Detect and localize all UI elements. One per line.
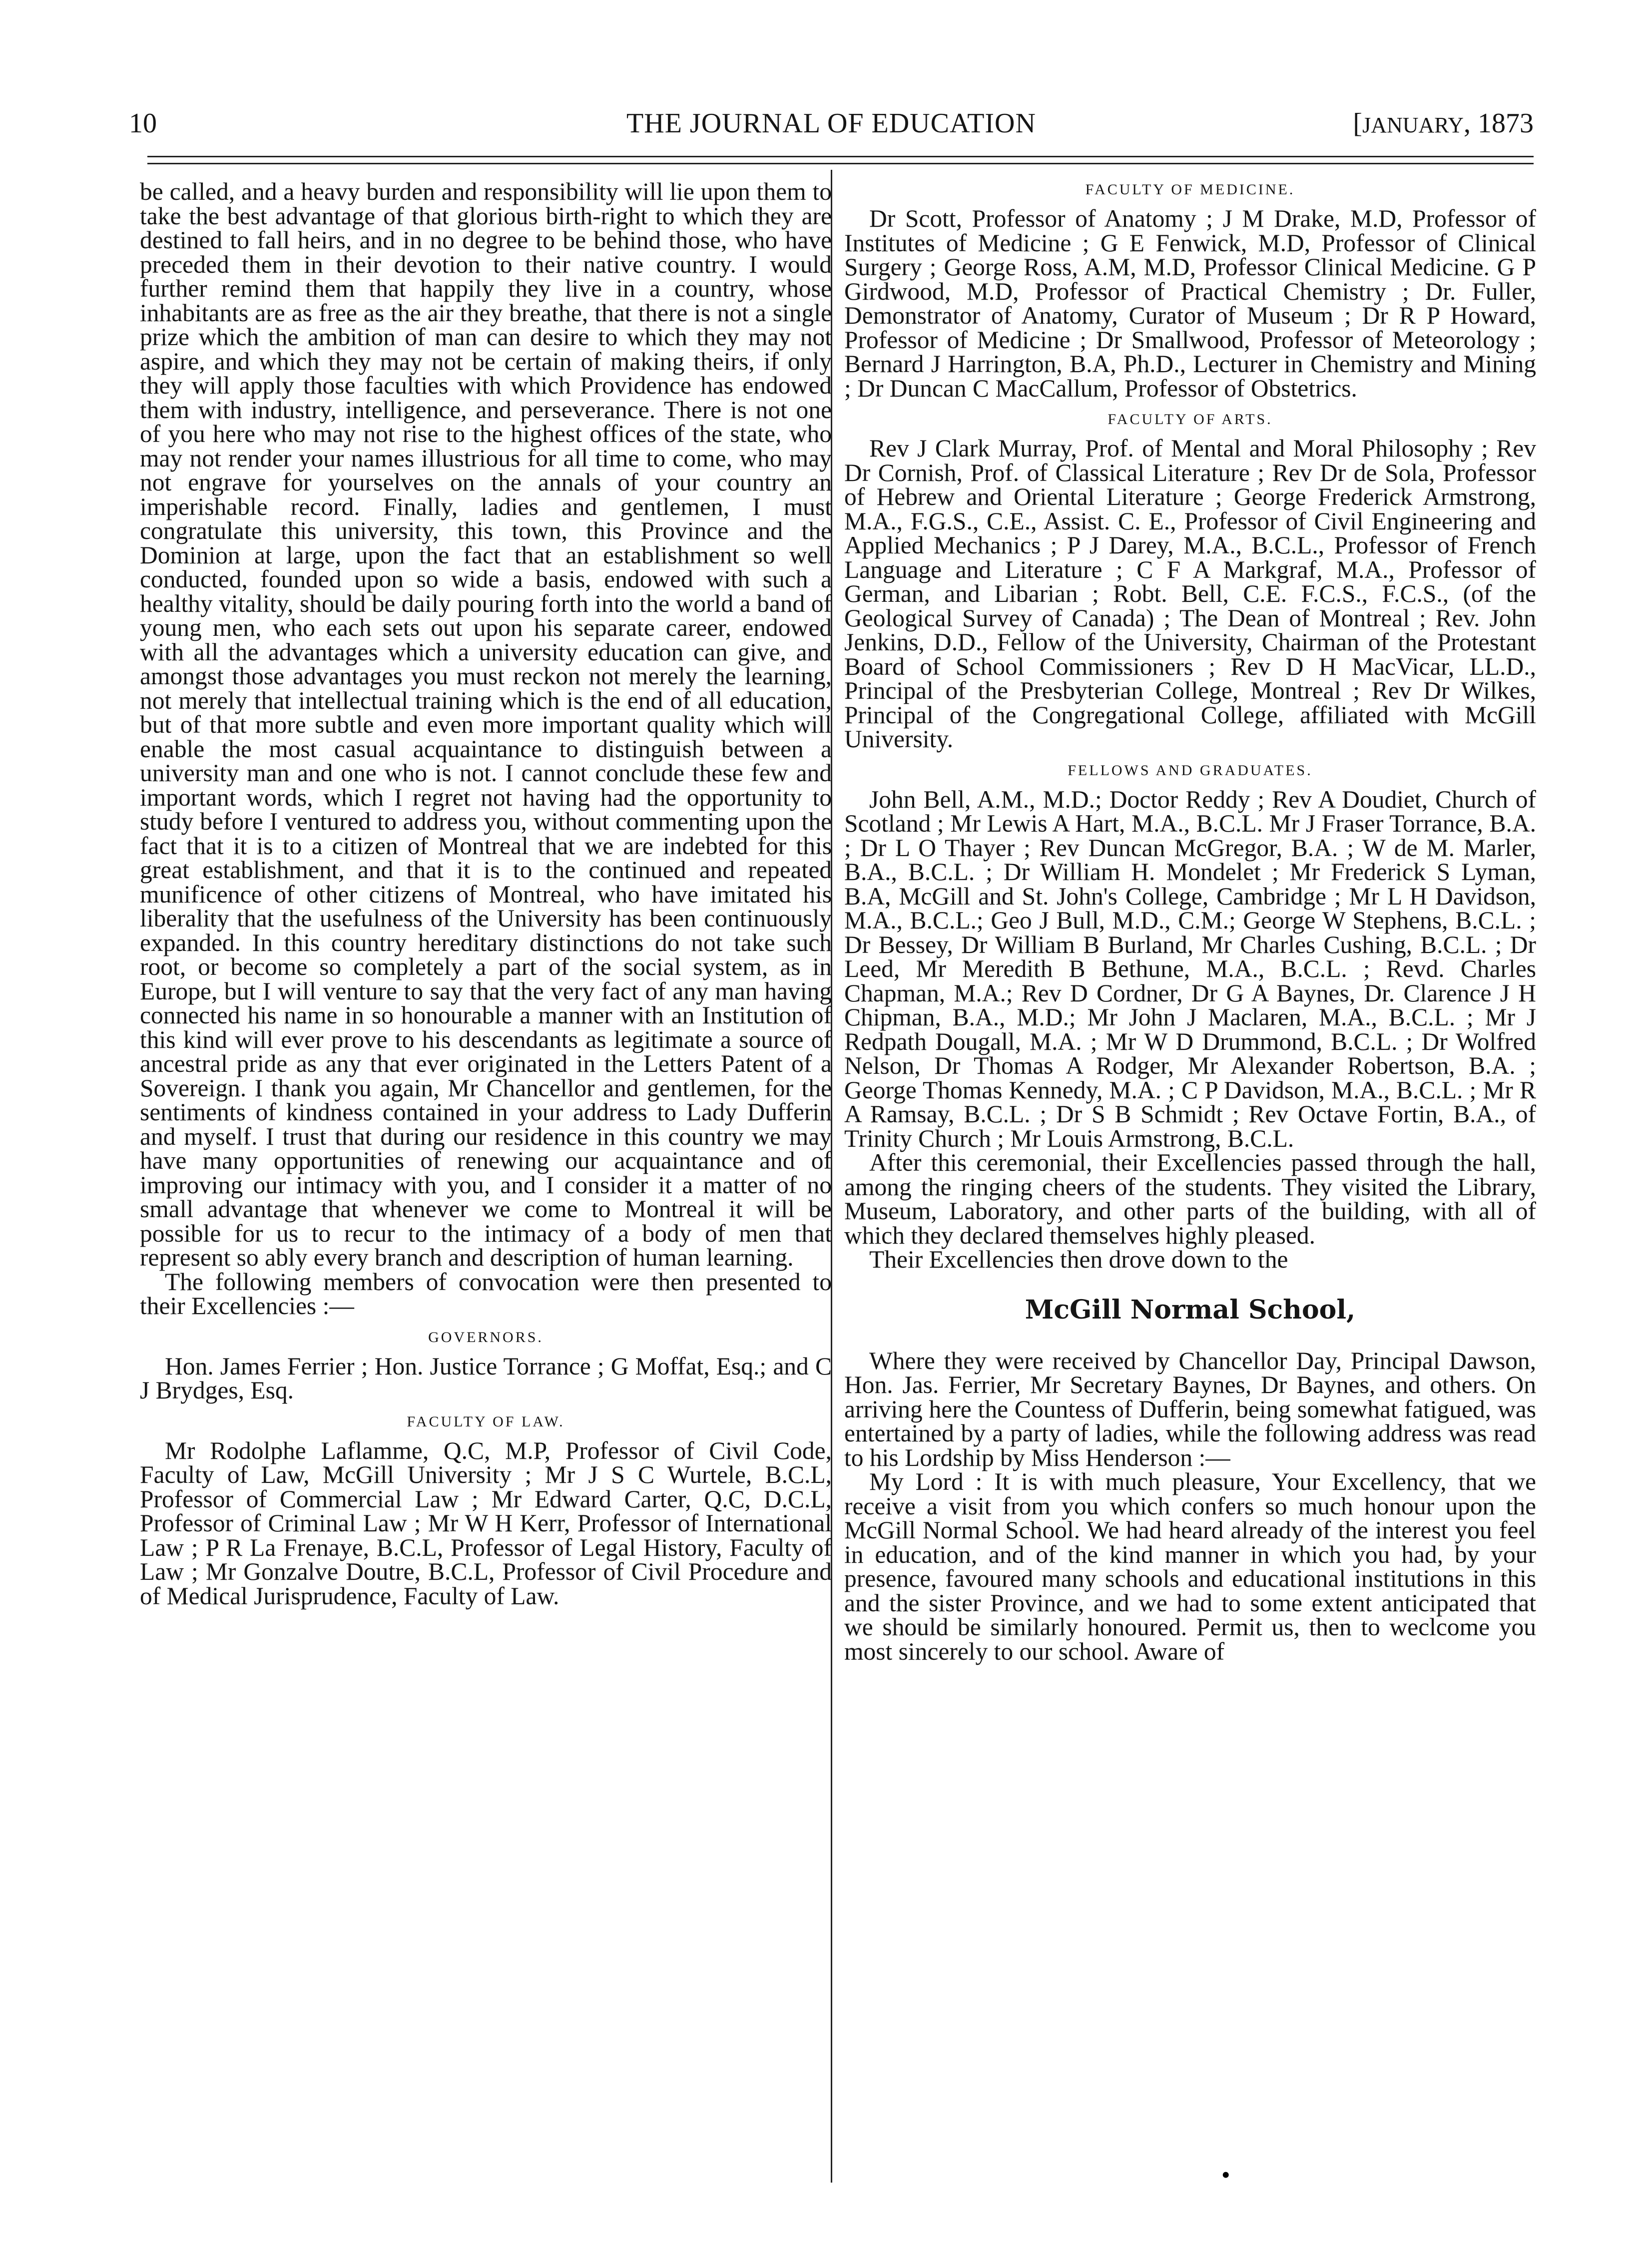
- issue-date-bracket: [: [1353, 108, 1363, 139]
- fellows-list: John Bell, A.M., M.D.; Doctor Reddy ; Rev A Doudiet, Church of Scotland ; Mr Lewis A Hart, M.A., B.C.L. Mr J Fraser Torrance, B.A. ; Dr L O Thayer ; Rev Duncan McGregor, B.A. ; W de M. Marler, B.A., B.C.L. ; Dr William H. Mondelet ; Mr Frederick S Lyman, B.A, McGill and St. John's College, Cambridge ; Mr L H Davidson, M.A., B.C.L.; Geo J Bull, M.D., C.M.; George W Stephens, B.C.L. ; Dr Bessey, Dr William B Burland, Mr Charles Cushing, B.C.L. ; Dr Leed, Mr Meredith B Bethune, M.A., B.C.L. ; Revd. Charles Chapman, M.A.; Rev D Cordner, Dr G A Baynes, Dr. Clarence J H Chipman, B.A., M.D.; Mr John J Maclaren, M.A., B.C.L. ; Mr J Redpath Dougall, M.A. ; Mr W D Drummond, B.C.L. ; Dr Wolfred Nelson, Dr Thomas A Rodger, Mr Alexander Robertson, B.A. ; George Thomas Kennedy, M.A. ; C P Davidson, M.A., B.C.L. ; Mr R A Ramsay, B.C.L. ; Dr S B Schmidt ; Rev Octave Fortin, B.A., of Trinity Church ; Mr Louis Armstrong, B.C.L.: [844, 785, 1536, 1152]
- right-column: [844, 180, 1536, 2193]
- address-paragraph: My Lord : It is with much pleasure, Your Excellency, that we receive a visit from you which confers so much honour upon the McGill Normal School. We had heard already of the interest you feel in education, and of the kind manner in which you had, by your presence, favoured many schools and educational institutions in this and the sister Province, and we had to some extent anticipated that we should be similarly honoured. Permit us, then to weclcome you most sincerely to our school. Aware of: [844, 1468, 1536, 1665]
- received-paragraph: Where they were received by Chancellor Day, Principal Dawson, Hon. Jas. Ferrier, Mr Secretary Baynes, Dr Baynes, and others. On arriving here the Countess of Dufferin, being somewhat fatigued, was entertained by a party of ladies, while the following address was read to his Lordship by Miss Henderson :—: [844, 1347, 1536, 1471]
- normal-school-heading: McGill Normal School,: [1025, 1294, 1356, 1325]
- issue-date-year: , 1873: [1464, 108, 1534, 139]
- law-faculty-list: Mr Rodolphe Laflamme, Q.C, M.P, Professor of Civil Code, Faculty of Law, McGill University ; Mr J S C Wurtele, B.C.L, Professor of Commercial Law ; Mr Edward Carter, Q.C, D.C.L, Professor of Criminal Law ; Mr W H Kerr, Professor of International Law ; P R La Frenaye, B.C.L, Professor of Legal History, Faculty of Law ; Mr Gonzalve Doutre, B.C.L, Professor of Civil Procedure and of Medical Jurisprudence, Faculty of Law.: [140, 1436, 832, 1610]
- governors-heading: GOVERNORS.: [428, 1329, 544, 1346]
- arts-faculty-heading: FACULTY OF ARTS.: [1107, 411, 1273, 428]
- left-column: [140, 180, 832, 2193]
- speech-continuation: be called, and a heavy burden and responsibility will lie upon them to take the best advantage of that glorious birth-right to which they are destined to fall heirs, and in no degree to be behind those, who have preceded them in their devotion to their native country. I would further remind them that happily they live in a country, whose inhabitants are as free as the air they breathe, that there is not a single prize which the ambition of man can desire to which they may not aspire, and which they may not be certain of making theirs, if only they will apply those faculties with which Providence has endowed them with industry, intelligence, and perseverance. There is not one of you here who may not rise to the highest offices of the state, who may not render your names illustrious for all time to come, who may not engrave for yourselves on the annals of your country an imperishable record. Finally, ladies and gentlemen, I must congratulate this university, this town, this Province and the Dominion at large, upon the fact that an establishment so well conducted, founded upon so wide a basis, endowed with such a healthy vitality, should be daily pouring forth into the world a band of young men, who each sets out upon his separate career, endowed with all the advantages which a university education can give, and amongst those advantages you must reckon not merely the learning, not merely that intellectual training which is the end of all education, but of that more subtle and even more important quality which will enable the most casual acquaintance to distinguish between a university man and one who is not. I cannot conclude these few and important words, which I regret not having had the opportunity to study before I ventured to address you, without commenting upon the fact that it is to a citizen of Montreal that we are indebted for this great establishment, and that it is to the continued and repeated munificence of other citizens of Montreal, who have imitated his liberality that the usefulness of the University has been continuously expanded. In this country hereditary distinctions do not take such root, or become so completely a part of the social system, as in Europe, but I will venture to say that the very fact of any man having connected his name in so honourable a manner with an Institution of this kind will ever prove to his descendants as legitimate a source of ancestral pride as any that ever originated in the Letters Patent of a Sovereign. I thank you again, Mr Chancellor and gentlemen, for the sentiments of kindness contained in your address to Lady Dufferin and myself. I trust that during our residence in this country we may have many opportunities of renewing our acquaintance and of improving our intimacy with you, and I consider it a matter of no small advantage that whenever we come to Montreal it will be possible for us to recur to the intimacy of a body of men that represent so ably every branch and description of human learning.: [140, 180, 832, 1271]
- page-number: 10: [129, 108, 157, 139]
- issue-date: [1353, 107, 1534, 139]
- presented-paragraph: The following members of convocation were then presented to their Excellencies :—: [140, 1268, 832, 1320]
- header-rule-top: [147, 156, 1534, 157]
- running-header: [129, 102, 1534, 147]
- law-faculty-heading: FACULTY OF LAW.: [407, 1413, 565, 1430]
- drove-paragraph: Their Excellencies then drove down to the: [869, 1246, 1288, 1273]
- medicine-faculty-heading: FACULTY OF MEDICINE.: [1085, 181, 1295, 198]
- ink-dot-mark: •: [1221, 2161, 1230, 2189]
- fellows-heading: FELLOWS AND GRADUATES.: [1068, 762, 1313, 779]
- ceremonial-paragraph: After this ceremonial, their Excellencies passed through the hall, among the ringing cheers of the students. They visited the Library, Museum, Laboratory, and other parts of the building, with all of which they declared themselves highly pleased.: [844, 1149, 1536, 1249]
- header-rule-bottom: [147, 163, 1534, 164]
- journal-title: THE JOURNAL OF EDUCATION: [626, 108, 1036, 139]
- issue-date-month: JANUARY: [1362, 113, 1464, 137]
- medicine-faculty-list: Dr Scott, Professor of Anatomy ; J M Drake, M.D, Professor of Institutes of Medicine ; G E Fenwick, M.D, Professor of Clinical Surgery ; George Ross, A.M, M.D, Professor Clinical Medicine. G P Girdwood, M.D, Professor of Practical Chemistry ; Dr. Fuller, Demonstrator of Anatomy, Curator of Museum ; Dr R P Howard, Professor of Medicine ; Dr Smallwood, Professor of Meteorology ; Bernard J Harrington, B.A, Ph.D., Lecturer in Chemistry and Mining ; Dr Duncan C MacCallum, Professor of Obstetrics.: [844, 205, 1536, 402]
- governors-list: Hon. James Ferrier ; Hon. Justice Torrance ; G Moffat, Esq.; and C J Brydges, Esq.: [140, 1352, 832, 1404]
- arts-faculty-list: Rev J Clark Murray, Prof. of Mental and Moral Philosophy ; Rev Dr Cornish, Prof. of Classical Literature ; Rev Dr de Sola, Professor of Hebrew and Oriental Literature ; George Frederick Armstrong, M.A., F.G.S., C.E., Assist. C. E., Professor of Civil Engineering and Applied Mechanics ; P J Darey, M.A., B.C.L., Professor of French Language and Literature ; C F A Markgraf, M.A., Professor of German, and Libarian ; Robt. Bell, C.E. F.C.S., F.C.S., (of the Geological Survey of Canada) ; The Dean of Montreal ; Rev. John Jenkins, D.D., Fellow of the University, Chairman of the Protestant Board of School Commissioners ; Rev D H MacVicar, LL.D., Principal of the Presbyterian College, Montreal ; Rev Dr Wilkes, Principal of the Congregational College, affiliated with McGill University.: [844, 435, 1536, 753]
